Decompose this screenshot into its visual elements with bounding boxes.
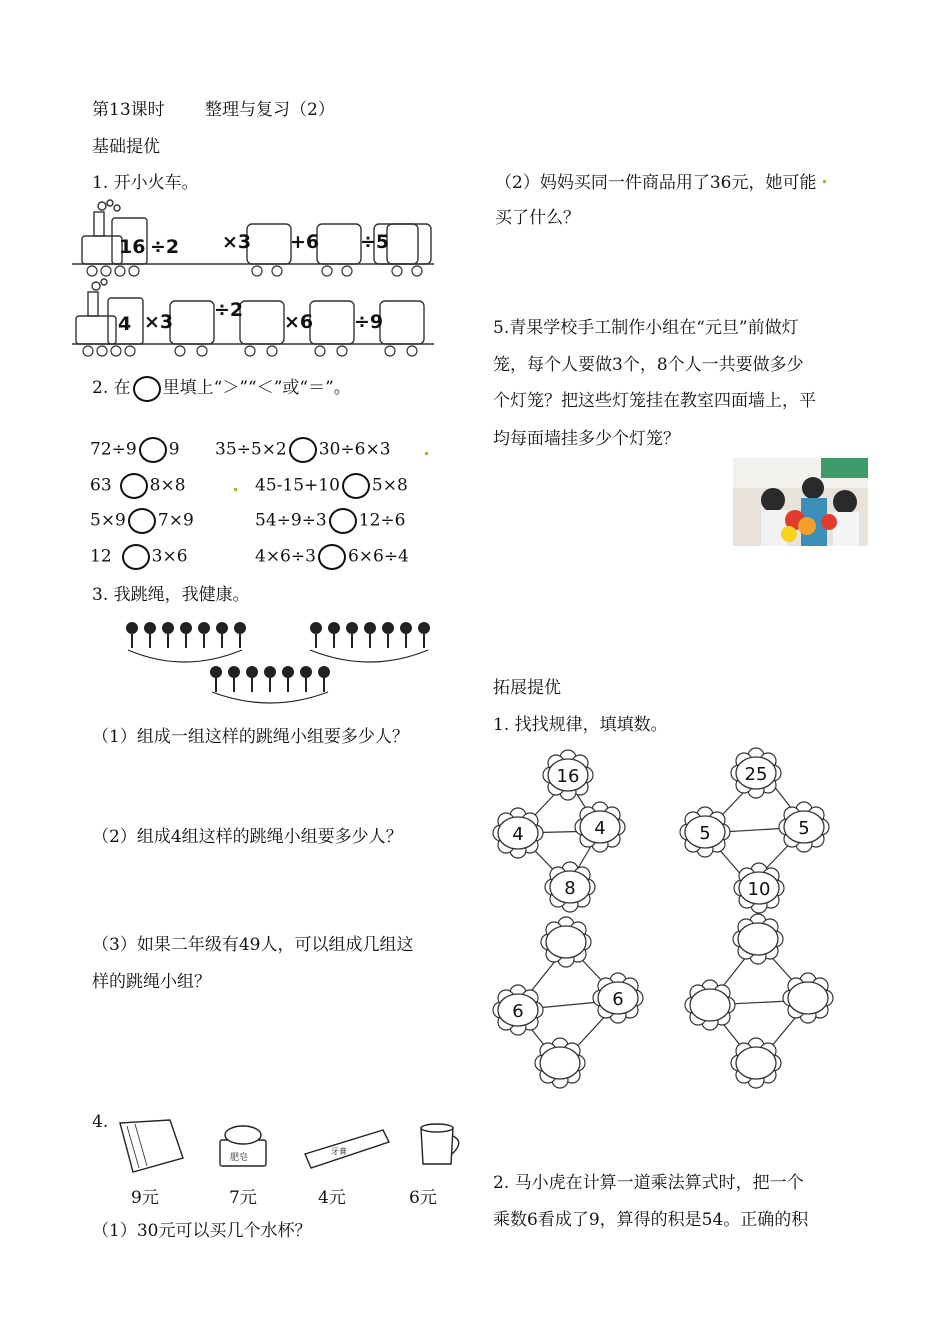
soap-package-label: 肥皂 <box>230 1153 249 1163</box>
train2-op-2: ÷2 <box>214 299 244 321</box>
flower1-top: 16 <box>556 766 580 787</box>
q4-part2-line1: （2）妈妈买同一件商品用了36元，她可能 <box>495 173 817 193</box>
towel-icon <box>120 1120 183 1172</box>
train1-op-1: ÷2 <box>150 236 180 258</box>
flower2-bottom: 10 <box>747 879 771 900</box>
section-extension: 拓展提优 <box>493 678 561 698</box>
compare-row: 63 8×8 <box>90 473 186 499</box>
compare-circle-sample <box>133 376 161 402</box>
lesson-number: 第13课时 <box>92 100 165 120</box>
q1-label: 1. 开小火车。 <box>92 173 199 193</box>
e2-line1: 2. 马小虎在计算一道乘法算式时，把一个 <box>493 1173 804 1193</box>
flower2-top: 25 <box>744 764 768 785</box>
compare-row: 35÷5×2 30÷6×3 <box>215 437 391 463</box>
q4-label: 4. <box>92 1112 109 1132</box>
price-cup: 6元 <box>409 1188 437 1208</box>
train-figure <box>72 198 434 360</box>
q2-label: 2. 在 里填上“＞”“＜”或“＝”。 <box>92 373 351 402</box>
compare-blank[interactable] <box>318 544 346 570</box>
compare-blank[interactable] <box>120 473 148 499</box>
lantern-class-photo <box>733 458 868 546</box>
flower2-right: 5 <box>798 818 810 839</box>
shop-items-figure <box>115 1118 470 1178</box>
section-basic: 基础提优 <box>92 137 160 157</box>
compare-row: 12 3×6 <box>90 544 188 570</box>
page-title: 整理与复习（2） <box>205 100 335 120</box>
train1-op-4: ÷5 <box>360 231 390 253</box>
cup-icon <box>421 1128 453 1164</box>
compare-blank[interactable] <box>289 437 317 463</box>
train2-op-4: ÷9 <box>354 311 384 333</box>
compare-blank[interactable] <box>342 473 370 499</box>
q3-part2: （2）组成4组这样的跳绳小组要多少人？ <box>92 827 403 847</box>
compare-row: 4×6÷3 6×6÷4 <box>255 544 409 570</box>
toothpaste-icon <box>305 1130 389 1168</box>
rope-skipping-figure <box>120 612 440 712</box>
train2-op-1: ×3 <box>144 311 174 333</box>
q5-line2: 笼，每个人要做3个，8个人一共要做多少 <box>493 355 804 375</box>
train2-start: 4 <box>118 313 132 335</box>
compare-row: 54÷9÷3 12÷6 <box>255 508 405 534</box>
train2-op-3: ×6 <box>284 311 314 333</box>
e2-line2: 乘数6看成了9，算得的积是54。正确的积 <box>493 1210 809 1230</box>
q3-part3-line2: 样的跳绳小组？ <box>92 972 211 992</box>
q3-part3-line1: （3）如果二年级有49人，可以组成几组这 <box>92 935 414 955</box>
compare-blank[interactable] <box>122 544 150 570</box>
flower3-right: 6 <box>612 989 624 1010</box>
compare-row: 45-15+10 5×8 <box>255 473 408 499</box>
q5-line1: 5.青果学校手工制作小组在“元旦”前做灯 <box>493 318 799 338</box>
flower1-right: 4 <box>594 818 606 839</box>
price-toothpaste: 4元 <box>318 1188 346 1208</box>
price-towel: 9元 <box>131 1188 159 1208</box>
flower3-left: 6 <box>512 1001 524 1022</box>
q5-line3: 个灯笼？把这些灯笼挂在教室四面墙上，平 <box>493 391 816 411</box>
flower1-left: 4 <box>512 824 524 845</box>
q4-part2-line2: 买了什么？ <box>495 208 580 228</box>
train1-start: 16 <box>119 236 146 258</box>
compare-row: 72÷9 9 <box>90 437 180 463</box>
flower2-left: 5 <box>699 823 711 844</box>
q5-line4: 均每面墙挂多少个灯笼？ <box>493 429 680 449</box>
e1-label: 1. 找找规律，填填数。 <box>493 715 668 735</box>
q3-label: 3. 我跳绳，我健康。 <box>92 585 250 605</box>
price-soap: 7元 <box>229 1188 257 1208</box>
compare-blank[interactable] <box>329 508 357 534</box>
q4-part1: （1）30元可以买几个水杯？ <box>92 1221 312 1241</box>
flower-pattern-figure <box>488 745 843 1090</box>
compare-row: 5×9 7×9 <box>90 508 194 534</box>
flower1-bottom: 8 <box>564 878 576 899</box>
toothpaste-package-label: 牙膏 <box>331 1147 347 1156</box>
train1-op-2: ×3 <box>222 231 252 253</box>
q3-part1: （1）组成一组这样的跳绳小组要多少人？ <box>92 727 409 747</box>
compare-blank[interactable] <box>139 437 167 463</box>
compare-blank[interactable] <box>128 508 156 534</box>
train1-op-3: +6 <box>290 231 320 253</box>
